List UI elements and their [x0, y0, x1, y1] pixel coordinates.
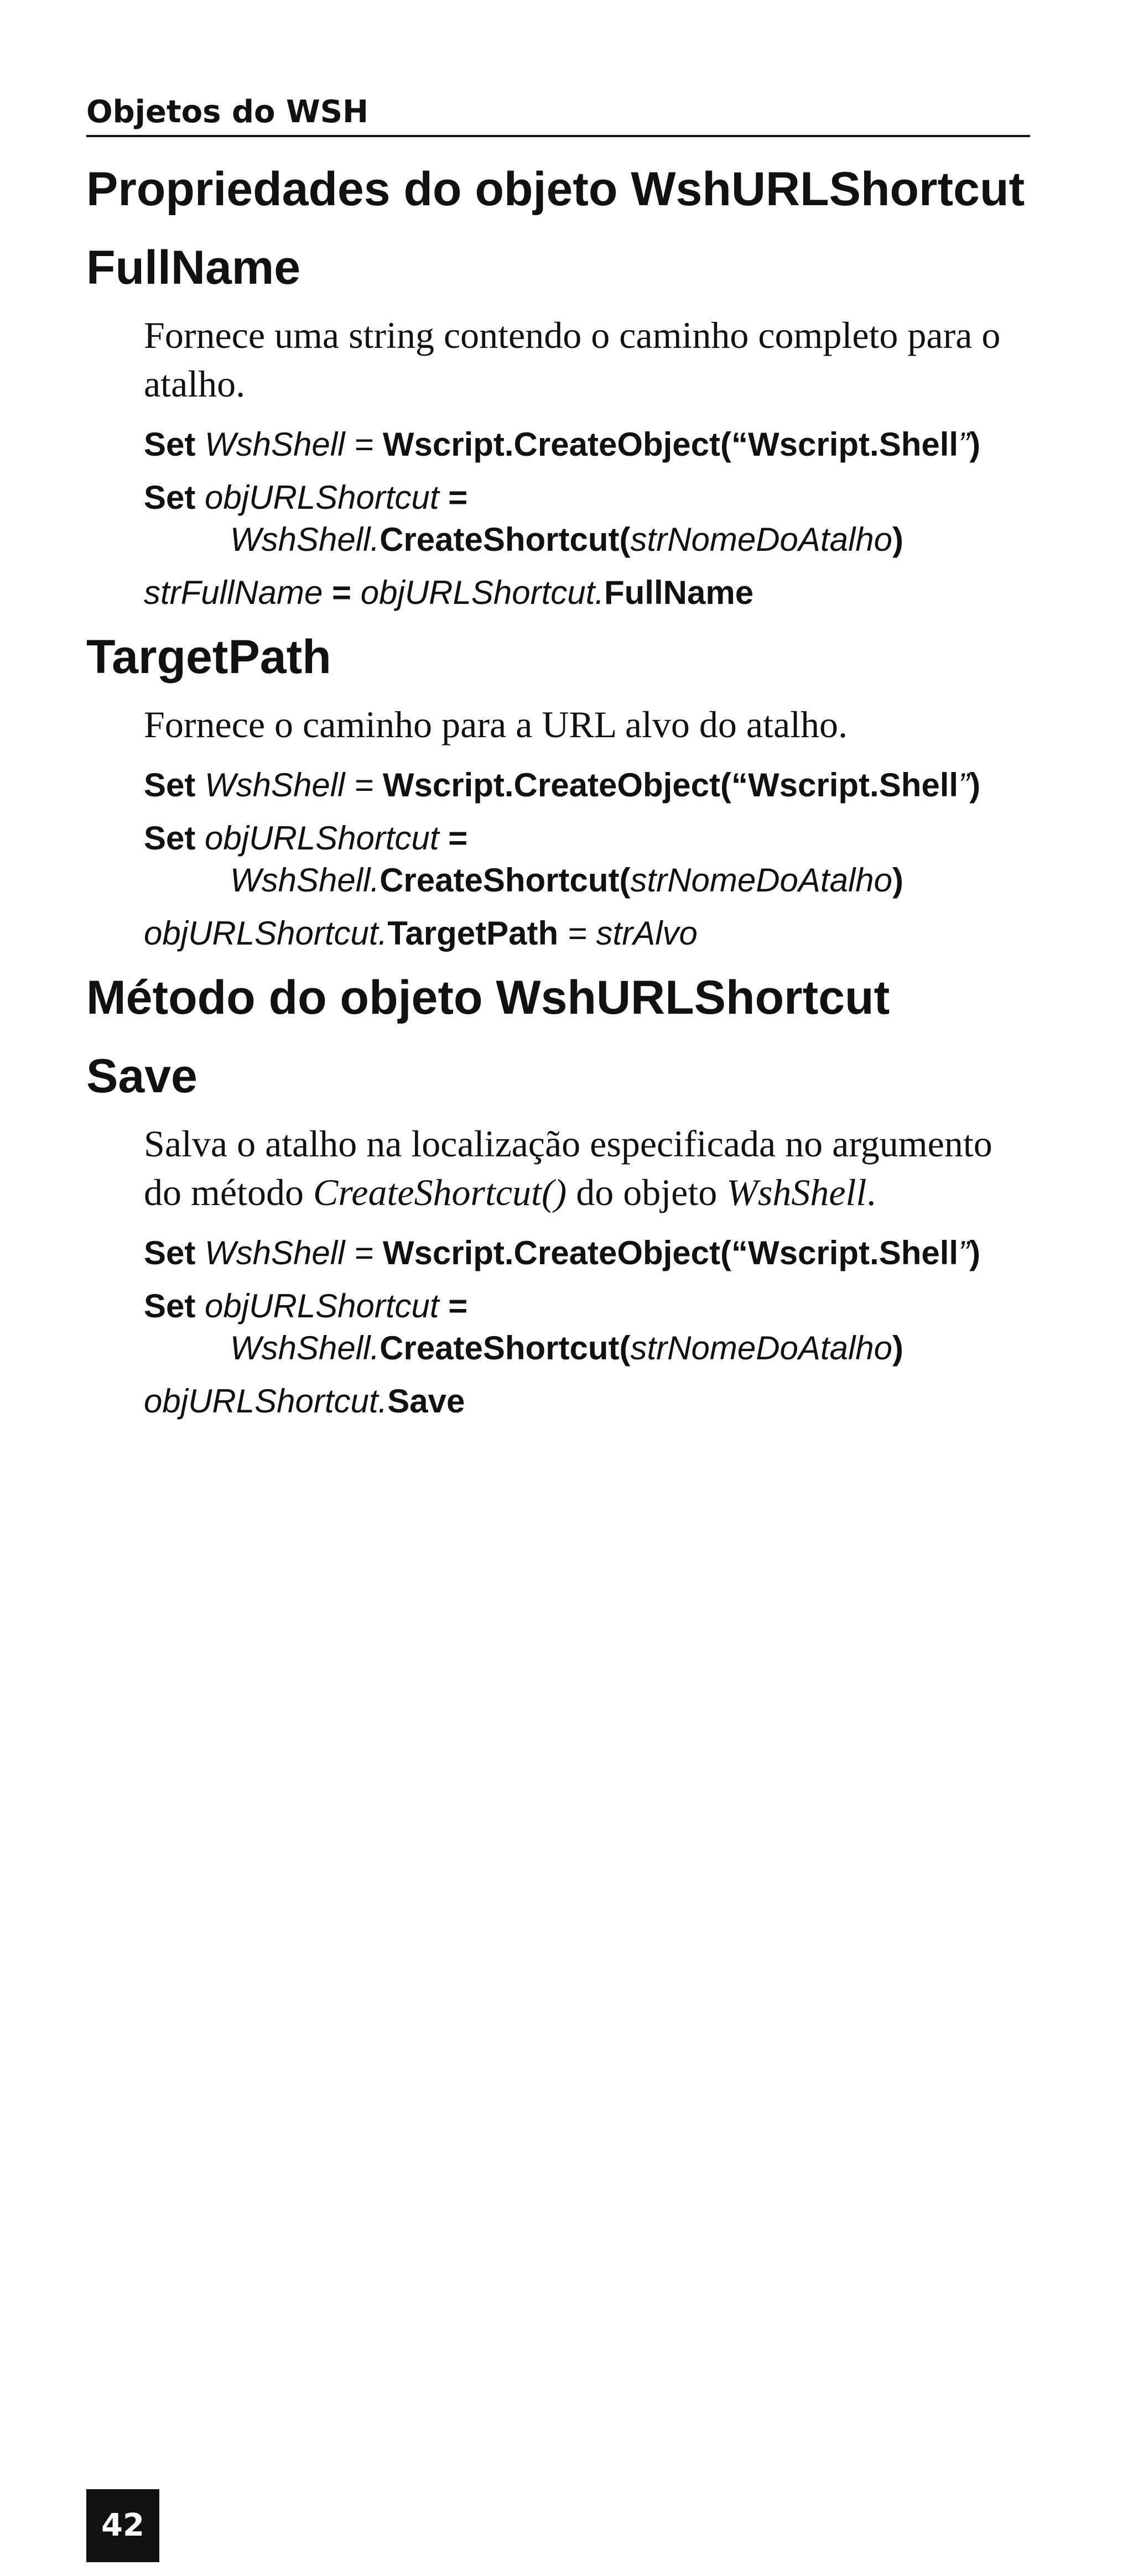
code-line-set-wshshell	[144, 764, 1030, 806]
create-shortcut-call: CreateShortcut(	[380, 862, 631, 899]
method-name: CreateShortcut()	[313, 1171, 567, 1213]
keyword-set: Set	[144, 820, 205, 857]
code-continuation	[144, 519, 1030, 561]
section-heading: FullName	[86, 241, 301, 294]
member-dot: .	[378, 1383, 388, 1420]
var-objurlshortcut: objURLShortcut	[205, 479, 439, 516]
code-continuation	[144, 859, 1030, 901]
code-line-set-shortcut	[144, 477, 1030, 561]
section-description: Fornece uma string contendo o caminho completo para o atalho.	[144, 314, 1001, 405]
keyword-set: Set	[144, 426, 205, 463]
code-continuation	[144, 1327, 1030, 1369]
arg-shortcut-name: strNomeDoAtalho	[630, 862, 893, 899]
property-fullname: FullName	[604, 574, 754, 611]
member-dot: .	[370, 521, 380, 558]
code-line-set-wshshell	[144, 424, 1030, 466]
var-strfullname: strFullName	[144, 574, 323, 611]
section-fullname	[86, 239, 1030, 614]
closing-quote: ”	[958, 426, 970, 463]
var-wshshell: WshShell	[205, 426, 345, 463]
page-number: 42	[86, 2489, 159, 2562]
section-targetpath	[86, 628, 1030, 955]
closing-paren: )	[969, 1234, 981, 1271]
var-wshshell: WshShell	[205, 1234, 345, 1271]
code-line-set-shortcut	[144, 1285, 1030, 1369]
method-title: Método do objeto WshURLShortcut	[86, 971, 890, 1024]
var-objurlshortcut: objURLShortcut	[205, 820, 439, 857]
code-line-property	[144, 912, 1030, 955]
section-body	[144, 1119, 1030, 1422]
var-objurlshortcut: objURLShortcut	[205, 1287, 439, 1324]
closing-paren: )	[892, 521, 904, 558]
var-objurlshortcut: objURLShortcut	[144, 1383, 378, 1420]
var-stralvo: strAlvo	[596, 915, 698, 952]
section-save	[86, 1047, 1030, 1422]
keyword-set: Set	[144, 479, 205, 516]
description-text: Salva o atalho na localização especificada no argumento do método	[144, 1123, 992, 1213]
var-wshshell: WshShell	[230, 1329, 371, 1367]
create-object-call: Wscript.CreateObject(“Wscript.Shell	[382, 1234, 959, 1271]
closing-paren: )	[969, 426, 981, 463]
method-save: Save	[387, 1383, 465, 1420]
code-line-set-shortcut	[144, 817, 1030, 901]
closing-paren: )	[892, 1329, 904, 1367]
section-body	[144, 311, 1030, 614]
property-targetpath: TargetPath	[387, 915, 559, 952]
closing-quote: ”	[958, 766, 970, 804]
running-head: Objetos do WSH	[86, 93, 1030, 137]
member-dot: .	[370, 1329, 380, 1367]
assign-operator: =	[439, 1287, 468, 1324]
page-content	[86, 160, 1030, 1437]
closing-quote: ”	[958, 1234, 970, 1271]
var-objurlshortcut: objURLShortcut	[144, 915, 378, 952]
assign-operator: =	[439, 479, 468, 516]
description-text: do objeto	[566, 1171, 727, 1213]
code-line-property	[144, 572, 1030, 614]
member-dot: .	[370, 862, 380, 899]
closing-paren: )	[892, 862, 904, 899]
object-name: WshShell	[726, 1171, 867, 1213]
var-objurlshortcut: objURLShortcut	[360, 574, 595, 611]
create-object-call: Wscript.CreateObject(“Wscript.Shell	[382, 426, 959, 463]
section-description: Fornece o caminho para a URL alvo do atalho.	[144, 703, 848, 745]
assign-operator: =	[345, 766, 383, 804]
code-line-method	[144, 1380, 1030, 1422]
section-description	[144, 1119, 1030, 1217]
assign-operator: =	[323, 574, 361, 611]
var-wshshell: WshShell	[205, 766, 345, 804]
keyword-set: Set	[144, 1287, 205, 1324]
create-object-call: Wscript.CreateObject(“Wscript.Shell	[382, 766, 959, 804]
var-wshshell: WshShell	[230, 862, 371, 899]
page-title: Propriedades do objeto WshURLShortcut	[86, 163, 1025, 216]
member-dot: .	[595, 574, 604, 611]
section-heading: TargetPath	[86, 630, 331, 684]
description-text: .	[866, 1171, 876, 1213]
create-shortcut-call: CreateShortcut(	[380, 1329, 631, 1367]
assign-operator: =	[558, 915, 596, 952]
var-wshshell: WshShell	[230, 521, 371, 558]
arg-shortcut-name: strNomeDoAtalho	[630, 1329, 893, 1367]
keyword-set: Set	[144, 1234, 205, 1271]
section-heading: Save	[86, 1050, 198, 1103]
code-line-set-wshshell	[144, 1232, 1030, 1274]
closing-paren: )	[969, 766, 981, 804]
member-dot: .	[378, 915, 388, 952]
create-shortcut-call: CreateShortcut(	[380, 521, 631, 558]
assign-operator: =	[345, 426, 383, 463]
arg-shortcut-name: strNomeDoAtalho	[630, 521, 893, 558]
keyword-set: Set	[144, 766, 205, 804]
assign-operator: =	[439, 820, 468, 857]
assign-operator: =	[345, 1234, 383, 1271]
section-body	[144, 700, 1030, 955]
